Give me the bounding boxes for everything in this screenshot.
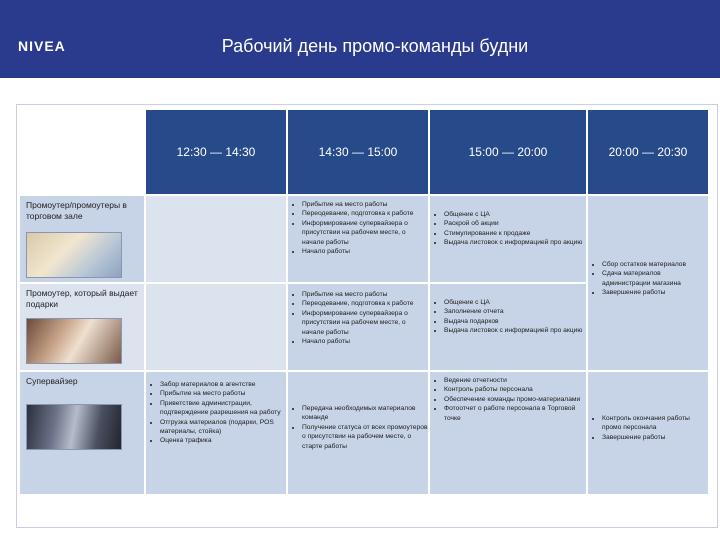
row3-cell-1: • Забор материалов в агентстве • Прибытие на место работы • Приветствие администрации, подтверждение разрешения на работу • Отгрузка материалов (подарки, POS материалы, стойка) • Оценка трафика [146,372,286,494]
row-label-2: Промоутер, который выдает подарки [20,284,144,370]
row2-cell-2: • Прибытие на место работы • Переодевание, подготовка к работе • Информирование супервайзера о присутствии на рабочем месте, о начале работы • Начало работы [288,284,428,370]
row1-cell-1 [146,196,286,282]
row2-cell-1 [146,284,286,370]
row1-cell-2: • Прибытие на место работы • Переодевание, подготовка к работе • Информирование супервайзера о присутствии на рабочем месте, о начале работы • Начало работы [288,196,428,282]
row3-cell-2: • Передача необходимых материалов команде • Получение статуса от всех промоутеров о присутствии на рабочем месте, о старте работы [288,372,428,494]
row3-cell-3: • Ведение отчетности • Контроль работы персонала • Обеспечение команды промо-материалами • Фотоотчет о работе персонала в Торговой точке [430,372,586,494]
column-header-4: 20:00 — 20:30 [588,110,708,194]
photo-promoters [26,318,122,364]
row2-cell-3: • Общение с ЦА • Заполнение отчета • Выдача подарков • Выдача листовок с информацией про акцию [430,284,586,370]
row3-cell-4: • Контроль окончания работы промо персонала • Завершение работы [588,372,708,494]
brand-logo: NIVEA [18,38,66,54]
column-header-3: 15:00 — 20:00 [430,110,586,194]
photo-crowd [26,404,122,450]
row-label-1: Промоутер/промоутеры в торговом зале [20,196,144,282]
photo-couple [26,232,122,278]
row-label-3: Супервайзер [20,372,144,494]
slide-title: Рабочий день промо-команды будни [221,36,529,56]
merged-cell-col4: • Сбор остатков материалов • Сдача материалов администрации магазина • Завершение работы [588,196,708,370]
header-bar [0,0,720,78]
row1-cell-3: • Общение с ЦА • Раскрой об акции • Стимулирование к продаже • Выдача листовок с информацией про акцию [430,196,586,282]
column-header-1: 12:30 — 14:30 [146,110,286,194]
column-header-2: 14:30 — 15:00 [288,110,428,194]
